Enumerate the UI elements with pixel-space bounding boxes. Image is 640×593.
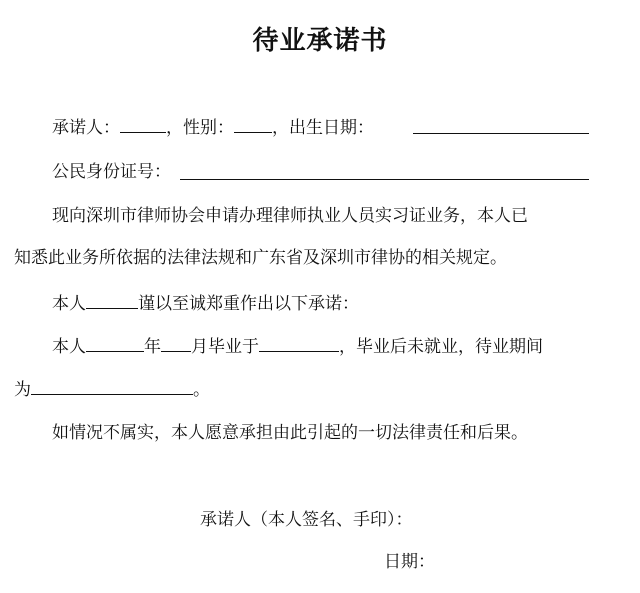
- name-blank-2[interactable]: [86, 290, 138, 309]
- paragraph-3-line-1: [52, 333, 543, 359]
- paragraph-2: [52, 290, 359, 316]
- year-label: 年: [144, 337, 161, 357]
- paragraph-3-line-2-end: 。: [193, 380, 210, 400]
- birth-date-label: ，出生日期：: [272, 118, 374, 138]
- id-number-label: 公民身份证号：: [52, 162, 171, 182]
- document-title: 待业承诺书: [252, 26, 388, 56]
- graduation-month-blank[interactable]: [161, 333, 191, 352]
- promisor-row: [52, 114, 374, 140]
- paragraph-3-end: ，毕业后未就业，待业期间: [339, 337, 543, 357]
- paragraph-2-start: 本人: [52, 294, 86, 314]
- promisor-name-blank[interactable]: [120, 114, 166, 133]
- unemployment-period-blank[interactable]: [31, 376, 193, 395]
- birth-date-blank[interactable]: [413, 133, 589, 134]
- promisor-label: 承诺人：: [52, 118, 120, 138]
- paragraph-3-start: 本人: [52, 337, 86, 357]
- school-blank[interactable]: [259, 333, 339, 352]
- paragraph-4: 如情况不属实，本人愿意承担由此引起的一切法律责任和后果。: [52, 423, 528, 443]
- paragraph-3-line-2-start: 为: [14, 380, 31, 400]
- id-number-row: [52, 160, 171, 184]
- id-number-blank[interactable]: [180, 179, 589, 180]
- paragraph-1-line-1: 现向深圳市律师协会申请办理律师执业人员实习证业务，本人已: [52, 206, 528, 226]
- paragraph-2-end: 谨以至诚郑重作出以下承诺：: [138, 294, 359, 314]
- gender-label: ，性别：: [166, 118, 234, 138]
- graduated-from-label: 月毕业于: [191, 337, 259, 357]
- gender-blank[interactable]: [234, 114, 272, 133]
- signature-label: 承诺人（本人签名、手印）：: [200, 510, 413, 530]
- date-label: 日期：: [384, 552, 435, 572]
- graduation-year-blank[interactable]: [86, 333, 144, 352]
- paragraph-3-line-2: [14, 376, 210, 402]
- paragraph-1-line-2: 知悉此业务所依据的法律法规和广东省及深圳市律协的相关规定。: [14, 248, 507, 268]
